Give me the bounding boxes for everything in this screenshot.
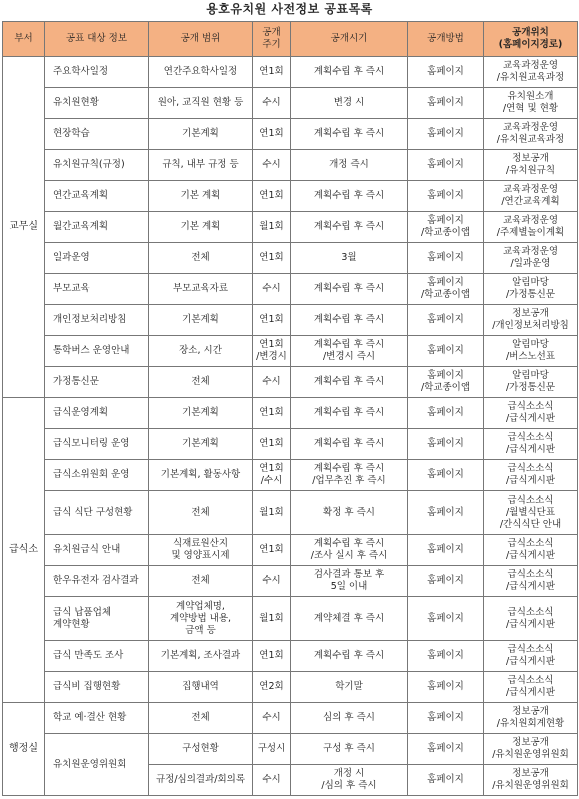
item-cell: 급식 식단 구성현황: [45, 491, 149, 535]
method-cell: 홈페이지: [408, 181, 484, 212]
method-cell: 홈페이지: [408, 119, 484, 150]
cycle-cell: 수시: [253, 150, 291, 181]
method-cell: 홈페이지: [408, 672, 484, 703]
scope-cell: 규정/심의결과/회의록: [149, 765, 253, 796]
location-cell: 정보공개 /개인정보처리방침: [484, 305, 578, 336]
scope-cell: 기본계획: [149, 398, 253, 429]
cycle-cell: 연1회: [253, 119, 291, 150]
location-cell: 정보공개 /유치원운영위원회: [484, 765, 578, 796]
location-cell: 급식소소식 /월별식단표 /간식식단 안내: [484, 491, 578, 535]
timing-cell: 개정 시 /심의 후 즉시: [291, 765, 408, 796]
scope-cell: 장소, 시간: [149, 336, 253, 367]
item-cell: 개인정보처리방침: [45, 305, 149, 336]
scope-cell: 전체: [149, 566, 253, 597]
location-cell: 급식소소식 /급식게시판: [484, 398, 578, 429]
cycle-cell: 월1회: [253, 597, 291, 641]
header-timing: 공개시기: [291, 22, 408, 57]
table-row: [3, 641, 578, 672]
timing-cell: 검사결과 통보 후 5일 이내: [291, 566, 408, 597]
cycle-cell: 수시: [253, 367, 291, 398]
timing-cell: 계약체결 후 즉시: [291, 597, 408, 641]
item-cell: 주요학사일정: [45, 57, 149, 88]
timing-cell: 확정 후 즉시: [291, 491, 408, 535]
cycle-cell: 연1회: [253, 535, 291, 566]
location-cell: 교육과정운영 /유치원교육과정: [484, 57, 578, 88]
method-cell: 홈페이지: [408, 703, 484, 734]
item-cell: 현장학습: [45, 119, 149, 150]
scope-cell: 전체: [149, 703, 253, 734]
header-cycle: 공개 주기: [253, 22, 291, 57]
scope-cell: 기본계획: [149, 429, 253, 460]
table-row: [3, 597, 578, 641]
scope-cell: 계약업체명, 계약방법 내용, 금액 등: [149, 597, 253, 641]
method-cell: 홈페이지: [408, 734, 484, 765]
timing-cell: 개정 즉시: [291, 150, 408, 181]
cycle-cell: 구성시: [253, 734, 291, 765]
table-row: [3, 305, 578, 336]
timing-cell: 계획수립 후 즉시: [291, 181, 408, 212]
location-cell: 교육과정운영 /일과운영: [484, 243, 578, 274]
scope-cell: 집행내역: [149, 672, 253, 703]
document-title: 용호유치원 사전정보 공표목록: [206, 2, 373, 16]
location-cell: 알림마당 /가정통신문: [484, 367, 578, 398]
location-cell: 급식소소식 /급식게시판: [484, 429, 578, 460]
item-cell: 가정통신문: [45, 367, 149, 398]
table-row: [3, 535, 578, 566]
timing-cell: 계획수립 후 즉시: [291, 305, 408, 336]
method-cell: 홈페이지: [408, 491, 484, 535]
scope-cell: 전체: [149, 367, 253, 398]
timing-cell: 구성 후 즉시: [291, 734, 408, 765]
scope-cell: 기본계획, 조사결과: [149, 641, 253, 672]
cycle-cell: 수시: [253, 88, 291, 119]
cycle-cell: 연1회 /수시: [253, 460, 291, 491]
table-row: [3, 703, 578, 734]
cycle-cell: 연2회: [253, 672, 291, 703]
table-row: [3, 566, 578, 597]
item-cell: 부모교육: [45, 274, 149, 305]
timing-cell: 계획수립 후 즉시 /업무추진 후 즉시: [291, 460, 408, 491]
header-method: 공개방법: [408, 22, 484, 57]
table-row: [3, 398, 578, 429]
table-row: [3, 88, 578, 119]
item-cell: 급식 납품업체 계약현황: [45, 597, 149, 641]
scope-cell: 기본 계획: [149, 181, 253, 212]
item-cell: 급식모니터링 운영: [45, 429, 149, 460]
method-cell: 홈페이지 /학교종이앱: [408, 212, 484, 243]
method-cell: 홈페이지 /학교종이앱: [408, 367, 484, 398]
location-cell: 급식소소식 /급식게시판: [484, 672, 578, 703]
table-row: [3, 150, 578, 181]
table-row: [3, 57, 578, 88]
timing-cell: 계획수립 후 즉시: [291, 212, 408, 243]
location-cell: 정보공개 /유치원운영위원회: [484, 734, 578, 765]
department-cell: 행정실: [3, 703, 45, 796]
method-cell: 홈페이지: [408, 460, 484, 491]
method-cell: 홈페이지: [408, 57, 484, 88]
scope-cell: 구성현황: [149, 734, 253, 765]
department-cell: 교무실: [3, 57, 45, 398]
item-cell: 유치원급식 안내: [45, 535, 149, 566]
location-cell: 알림마당 /버스노선표: [484, 336, 578, 367]
item-cell: 연간교육계획: [45, 181, 149, 212]
method-cell: 홈페이지: [408, 566, 484, 597]
location-cell: 급식소소식 /급식게시판: [484, 535, 578, 566]
scope-cell: 규칙, 내부 규정 등: [149, 150, 253, 181]
location-cell: 급식소소식 /급식게시판: [484, 460, 578, 491]
location-cell: 급식소소식 /급식게시판: [484, 597, 578, 641]
header-dept: 부서: [3, 22, 45, 57]
cycle-cell: 수시: [253, 765, 291, 796]
method-cell: 홈페이지: [408, 336, 484, 367]
table-row: [3, 429, 578, 460]
item-cell: 통학버스 운영안내: [45, 336, 149, 367]
scope-cell: 기본계획: [149, 305, 253, 336]
location-cell: 급식소소식 /급식게시판: [484, 566, 578, 597]
scope-cell: 부모교육자료: [149, 274, 253, 305]
table-row: [3, 672, 578, 703]
table-row: [3, 491, 578, 535]
table-row: [3, 460, 578, 491]
method-cell: 홈페이지: [408, 305, 484, 336]
timing-cell: 계획수립 후 즉시 /변경시 즉시: [291, 336, 408, 367]
location-cell: 교육과정운영 /주제별놀이계획: [484, 212, 578, 243]
cycle-cell: 연1회: [253, 57, 291, 88]
item-cell: 학교 예·결산 현황: [45, 703, 149, 734]
item-cell: 급식비 집행현황: [45, 672, 149, 703]
scope-cell: 기본계획, 활동사항: [149, 460, 253, 491]
item-cell: 월간교육계획: [45, 212, 149, 243]
timing-cell: 계획수립 후 즉시 /조사 실시 후 즉시: [291, 535, 408, 566]
location-cell: 알림마당 /가정통신문: [484, 274, 578, 305]
scope-cell: 원아, 교직원 현황 등: [149, 88, 253, 119]
scope-cell: 기본계획: [149, 119, 253, 150]
method-cell: 홈페이지: [408, 535, 484, 566]
table-row: [3, 243, 578, 274]
method-cell: 홈페이지: [408, 88, 484, 119]
cycle-cell: 연1회: [253, 243, 291, 274]
item-cell: 유치원규칙(규정): [45, 150, 149, 181]
department-cell: 급식소: [3, 398, 45, 703]
scope-cell: 전체: [149, 491, 253, 535]
table-row: [3, 367, 578, 398]
timing-cell: 심의 후 즉시: [291, 703, 408, 734]
location-cell: 정보공개 /유치원회계현황: [484, 703, 578, 734]
method-cell: 홈페이지: [408, 150, 484, 181]
table-row: [3, 336, 578, 367]
location-cell: 교육과정운영 /유치원교육과정: [484, 119, 578, 150]
method-cell: 홈페이지: [408, 597, 484, 641]
location-cell: 급식소소식 /급식게시판: [484, 641, 578, 672]
scope-cell: 기본 계획: [149, 212, 253, 243]
location-cell: 교육과정운영 /연간교육계획: [484, 181, 578, 212]
cycle-cell: 수시: [253, 566, 291, 597]
timing-cell: 계획수립 후 즉시: [291, 57, 408, 88]
item-cell: 유치원현황: [45, 88, 149, 119]
table-row: [3, 212, 578, 243]
method-cell: 홈페이지: [408, 765, 484, 796]
table-row: [3, 119, 578, 150]
item-cell: 급식운영계획: [45, 398, 149, 429]
timing-cell: 계획수립 후 즉시: [291, 367, 408, 398]
cycle-cell: 월1회: [253, 212, 291, 243]
cycle-cell: 연1회 /변경시: [253, 336, 291, 367]
cycle-cell: 수시: [253, 274, 291, 305]
timing-cell: 학기말: [291, 672, 408, 703]
timing-cell: 3월: [291, 243, 408, 274]
method-cell: 홈페이지 /학교종이앱: [408, 274, 484, 305]
item-cell: 급식 만족도 조사: [45, 641, 149, 672]
timing-cell: 계획수립 후 즉시: [291, 119, 408, 150]
location-cell: 유치원소개 /연혁 및 현황: [484, 88, 578, 119]
item-cell: 유치원운영위원회: [45, 734, 149, 796]
cycle-cell: 연1회: [253, 429, 291, 460]
header-location: 공개위치 (홈페이지경로): [484, 22, 578, 57]
timing-cell: 계획수립 후 즉시: [291, 641, 408, 672]
timing-cell: 계획수립 후 즉시: [291, 398, 408, 429]
method-cell: 홈페이지: [408, 243, 484, 274]
header-row: [3, 22, 578, 57]
item-cell: 한우유전자 검사결과: [45, 566, 149, 597]
timing-cell: 변경 시: [291, 88, 408, 119]
cycle-cell: 연1회: [253, 305, 291, 336]
location-cell: 정보공개 /유치원규칙: [484, 150, 578, 181]
scope-cell: 식재료원산지 및 영양표시제: [149, 535, 253, 566]
cycle-cell: 수시: [253, 703, 291, 734]
cycle-cell: 연1회: [253, 641, 291, 672]
cycle-cell: 연1회: [253, 398, 291, 429]
item-cell: 일과운영: [45, 243, 149, 274]
method-cell: 홈페이지: [408, 398, 484, 429]
table-row: [3, 274, 578, 305]
cycle-cell: 월1회: [253, 491, 291, 535]
timing-cell: 계획수립 후 즉시: [291, 274, 408, 305]
table-row: [3, 181, 578, 212]
item-cell: 급식소위원회 운영: [45, 460, 149, 491]
table-row: [3, 734, 578, 765]
method-cell: 홈페이지: [408, 429, 484, 460]
timing-cell: 계획수립 후 즉시: [291, 429, 408, 460]
header-item: 공표 대상 정보: [45, 22, 149, 57]
scope-cell: 전체: [149, 243, 253, 274]
scope-cell: 연간주요학사일정: [149, 57, 253, 88]
cycle-cell: 연1회: [253, 181, 291, 212]
header-scope: 공개 범위: [149, 22, 253, 57]
method-cell: 홈페이지: [408, 641, 484, 672]
disclosure-table: [2, 21, 578, 796]
